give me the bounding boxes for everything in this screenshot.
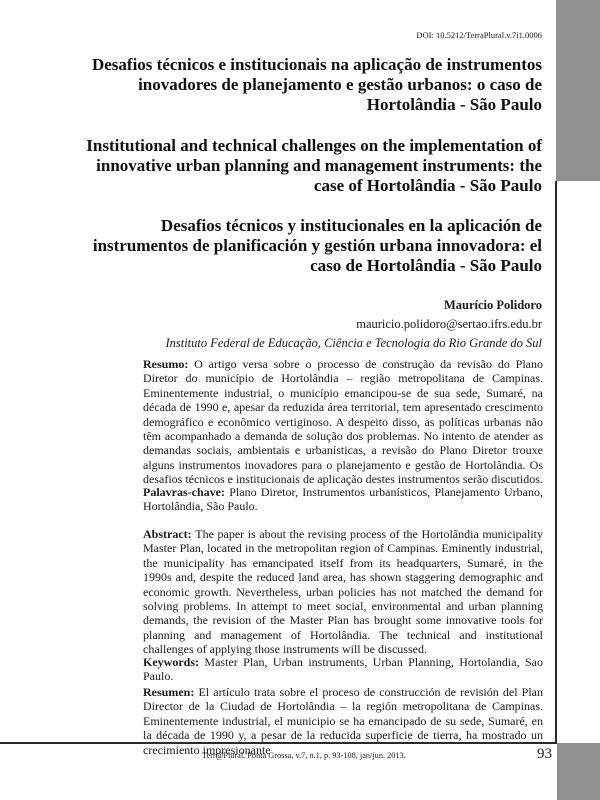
title-line: Institutional and technical challenges on the implementation of	[86, 136, 542, 155]
author-email[interactable]: mauricio.polidoro@sertao.ifrs.edu.br	[356, 317, 542, 331]
resumen-paragraph	[143, 685, 543, 757]
palavras-chave-text: Plano Diretor, Instrumentos urbanísticos, Planejamento Urbano, Hortolândia, São Paulo.	[143, 485, 543, 514]
title-line: inovadores de planejamento e gestão urbanos: o caso de	[138, 75, 542, 94]
resumen-text: El artículo trata sobre el proceso de construcción de revisión del Plan Director de la Ciudad de Hortolândia – la región metropolitana de Campinas. Eminentemente industrial, el municipio se ha emancipado de su sede, Sumaré, en la década de 1990 y, a pesar de la reducida superficie de tierra, ha mostrado un crecimiento impresionante	[143, 685, 543, 757]
side-tab-bottom	[557, 743, 600, 800]
title-line: innovative urban planning and management instruments: the	[96, 156, 542, 175]
title-line: caso de Hortolândia - São Paulo	[310, 256, 542, 275]
resumo-paragraph	[143, 357, 543, 487]
title-portuguese	[52, 55, 542, 115]
resumo-text: O artigo versa sobre o processo de construção da revisão do Plano Diretor do município de Hortolândia – região metropolitana de Campinas. Eminentemente industrial, o município emancipou-se de sua sede, Sumaré, na década de 1990 e, apesar da reduzida área territorial, tem apresentado crescimento demográfico e econômico vertiginoso. A despeito disso, as políticas urbanas não têm acompanhado a demanda de solução dos problemas. No intento de atender as demandas sociais, ambientais e urbanísticas, a revisão do Plano Diretor trouxe alguns instrumentos inovadores para o planejamento e gestão de Hortolândia. Os desafios técnicos e institucionais de aplicação destes instrumentos serão discutidos.	[143, 357, 543, 487]
palavras-chave-paragraph	[143, 485, 543, 514]
page-border-vertical	[555, 181, 557, 744]
title-line: case of Hortolândia - São Paulo	[313, 176, 542, 195]
title-english	[52, 136, 542, 196]
resumo-label: Resumo:	[143, 357, 195, 371]
author-block	[62, 296, 542, 353]
footer-citation: Terr@Plural, Ponta Grossa, v.7, n.1, p. 93-108, jan/jun. 2013.	[202, 751, 406, 760]
page-number: 93	[537, 746, 552, 762]
abstract-paragraph	[143, 527, 543, 657]
side-tab-top	[556, 0, 600, 181]
abstract-text: The paper is about the revising process of the Hortolândia municipality Master Plan, located in the metropolitan region of Campinas. Eminently industrial, the municipality has emancipated itself from its headquarters, Sumaré, in the 1990s and, despite the reduced land area, has shown staggering demographic and economic growth. Nevertheless, urban policies has not matched the demand for solving problems. In attempt to meet social, environmental and urban planning demands, the revision of the Master Plan has brought some innovative tools for planning and management of Hortolândia. The technical and institutional challenges of applying those instruments will be discussed.	[143, 527, 544, 657]
resumen-label: Resumen:	[143, 685, 199, 699]
abstract-label: Abstract:	[143, 527, 196, 541]
title-line: instrumentos de planificación y gestión urbana innovadora: el	[92, 236, 542, 255]
title-line: Desafios técnicos e institucionais na aplicação de instrumentos	[91, 55, 542, 74]
author-name: Maurício Polidoro	[443, 298, 542, 312]
title-spanish	[52, 216, 542, 276]
keywords-paragraph	[143, 655, 543, 684]
title-line: Hortolândia - São Paulo	[366, 95, 542, 114]
author-institution: Instituto Federal de Educação, Ciência e Tecnologia do Rio Grande do Sul	[165, 336, 542, 350]
keywords-label: Keywords:	[143, 655, 205, 669]
palavras-chave-label: Palavras-chave:	[143, 485, 230, 499]
doi: DOI: 10.5212/TerraPlural.v.7i1.0006	[416, 30, 542, 40]
keywords-text: Master Plan, Urban instruments, Urban Planning, Hortolandia, Sao Paulo.	[143, 655, 543, 684]
title-line: Desafios técnicos y institucionales en la aplicación de	[160, 216, 542, 235]
